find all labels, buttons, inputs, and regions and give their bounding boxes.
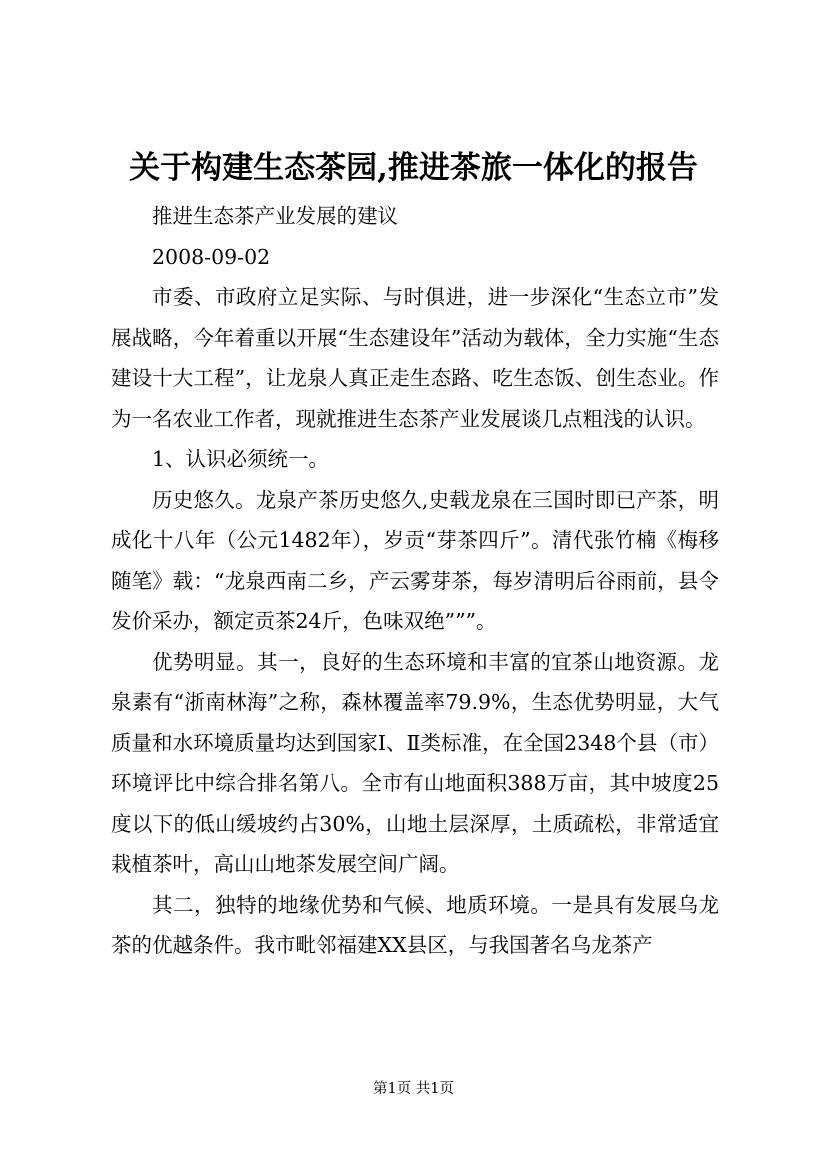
geography-paragraph: 其二，独特的地缘优势和气候、地质环境。一是具有发展乌龙茶的优越条件。我市毗邻福建XX县区，与我国著名乌龙茶产	[111, 892, 719, 957]
date-paragraph: 2008-09-02	[152, 244, 271, 269]
subtitle-paragraph: 推进生态茶产业发展的建议	[152, 204, 398, 228]
history-paragraph: 历史悠久。龙泉产茶历史悠久,史载龙泉在三国时即已产茶，明成化十八年（公元1482年），岁贡“芽茶四斤”。清代张竹楠《梅移随笔》载：“龙泉西南二乡，产云雾芽茶，每岁清明后谷雨前，县令发价采办，额定贡茶24斤，色味双绝”””。	[111, 487, 719, 633]
advantage-paragraph: 优势明显。其一，良好的生态环境和丰富的宜茶山地资源。龙泉素有“浙南林海”之称，森林覆盖率79.9%，生态优势明显，大气质量和水环境质量均达到国家Ⅰ、Ⅱ类标准，在全国2348个县（市）环境评比中综合排名第八。全市有山地面积388万亩，其中坡度25度以下的低山缓坡约占30%，山地土层深厚，土质疏松，非常适宜栽植茶叶，高山山地茶发展空间广阔。	[111, 649, 719, 876]
intro-paragraph: 市委、市政府立足实际、与时俱进，进一步深化“生态立市”发展战略，今年着重以开展“生态建设年”活动为载体，全力实施“生态建设十大工程”，让龙泉人真正走生态路、吃生态饭、创生态业。作为一名农业工作者，现就推进生态茶产业发展谈几点粗浅的认识。	[111, 285, 719, 431]
section-heading: 1、认识必须统一。	[152, 447, 330, 471]
page-footer: 第1页 共1页	[372, 1081, 455, 1097]
document-title: 关于构建生态茶园,推进茶旅一体化的报告	[129, 150, 698, 186]
document-body	[111, 196, 719, 966]
